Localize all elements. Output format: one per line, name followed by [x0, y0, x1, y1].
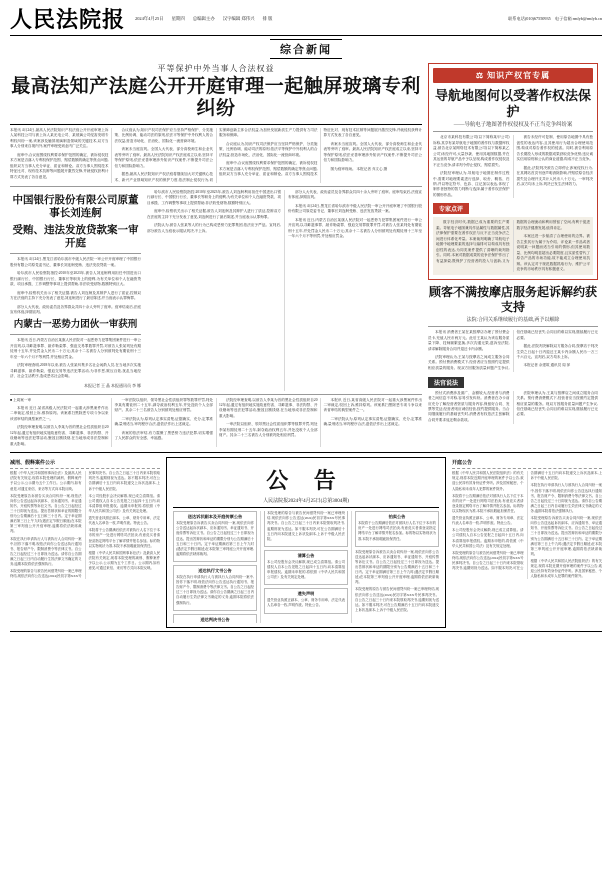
left-notice-body [10, 471, 160, 579]
announcement-extra-text: 本院受理原告诉被告买卖合同纠纷一案,现依法向你公告送达起诉状副本、应诉通知书、举证通知书、开庭传票等诉讼文书。自公告之日起经过三十日即视为送达。提出答辩状和举证的期限分别为公告期满后十五日和三十日内。定于举证期满后第三日上午九时(遇法定节假日顺延)在本院第三审判庭公开开庭审理,逾期将依法缺席裁判。 [355, 549, 439, 585]
judge-comment-body [428, 391, 598, 424]
left-bottom-paragraph: 法院经审理查明,以被告人李某为首的黑社会性质组织自2012年起,通过有组织地实施故意伤害、寻衅滋事、非法拘禁、开设赌场等违法犯罪活动,聚敛巨额钱财,在当地形成非法控制和重大影响。 [10, 425, 109, 446]
lead-paragraph: 据悉,最高人民法院知识产权法庭将继续加大对关键核心技术、新兴产业领域知识产权的保护力度,依法制止侵权行为,切实保障创新主体合法权益,为加快发展新质生产力提供有力司法服务和保障。 [114, 127, 318, 182]
lead-headline: 最高法知产法庭公开开庭审理一起触屏玻璃专利纠纷 [11, 76, 421, 120]
expert-comment-body [433, 217, 593, 275]
section-bar [10, 39, 602, 59]
ip-feature-body [433, 135, 593, 198]
ip-feature-headline: 导航地图何以受著作权法保护 [434, 88, 591, 119]
newspaper-title: 人民法院报 [10, 7, 126, 32]
masthead-email: 电子信箱 rmfyb@rmfyb.cn [554, 16, 602, 21]
consumer-story-paragraph: 据此,法院判决解除双方服务合同,按摩店于判决生效之日起十日内退还王某卡内余额人民币一万三千六百元。宣判后,双方均未上诉。 [516, 344, 598, 360]
announcement-block-text: 本院在执行申请执行人与被执行人合同纠纷一案中,因你下落不明,现依法向你公告送达执行通知书、报告财产令、限制消费令等法律文书。自公告之日起经过三十日即视为送达。请你自公告期满之日起三日内自动履行生效法律文书确定的义务,逾期本院将依法强制执行。 [176, 574, 254, 605]
masthead-layout: 排 版 [262, 16, 273, 21]
announcement-block-text: 本院受理的原告与被告民间借贷纠纷一案已审理终结,现依法向你公告送达(2024)民初字第XXX号民事判决书。自公告之日起三十日内来本院领取判决书,逾期则视为送达。如不服本判决,可在公告期满后十五日内向本院递交上诉状及副本,上诉于中级人民法院。 [267, 511, 345, 541]
left-notice-text: 本院受理的原告与被告民间借贷纠纷一案已审理终结,现依法向你公告送达(2024)民初字第XXX号民事判决书。自公告之日起三十日内来本院领取判决书,逾期则视为送达。如不服本判决,可在公告期满后十五日内向本院递交上诉状及副本,上诉于中级人民法院。 [10, 471, 160, 579]
announcement-box [166, 457, 446, 627]
announcement-section [10, 452, 602, 627]
right-notice-text: 根据《中华人民共和国人民法院组织法》的有关规定,现将本院近期开庭审理的案件予以公告,欢迎公民持有效身份证件旁听。涉及国家秘密、个人隐私和未成年人犯罪的案件除外。 [530, 558, 602, 579]
footer-rule [10, 631, 602, 632]
judge-comment-paragraph: 预付式消费涉及面广、金额较大,经营者与消费者之间信息不对称,容易引发纠纷。消费者在办卡前应充分了解经营者资质与服务内容,保留好合同、发票等凭证;经营者则应诚信经营,按约提供服务。当合同继续履行的基础丧失时,消费者有权依法主张解除合同并要求返还剩余款项。 [428, 390, 510, 422]
bank-story-headline-2: 受贿、违法发放贷款案一审开庭 [12, 225, 139, 250]
announcement-title: 公 告 [266, 468, 346, 494]
left-bottom-kicker: ■ 上周案一审 [10, 397, 32, 402]
left-bottom-paragraph: 一审法院以组织、领导黑社会性质组织罪等数罪并罚,判处李某有期徒刑二十五年,剥夺政治权利五年,并处没收个人全部财产。其余二十三名被告人分别被判处相应刑罚。 [219, 422, 318, 438]
announcement-block [264, 550, 348, 585]
consumer-story-paragraph: 法院审理认为,王某与按摩店之间成立服务合同关系。预付费消费模式下,经营者应当按照约定提供相应质量的服务。现双方因服务质量问题产生争议,信任基础已经丧失,合同目的难以实现,继续履行已无必要。 [428, 330, 598, 370]
announcement-number: 人民法院报2024年4月25日(总第3004期) [263, 499, 349, 505]
left-column [10, 63, 422, 447]
ip-feature-subhead: ——导航电子地图著作权侵权及不正当竞争纠纷案 [453, 122, 573, 129]
left-notice-head: 减刑、假释案件公示 [10, 461, 56, 467]
consumer-story-subhead: 法院:合同关系继续履行的基础,两予以解除 [466, 318, 560, 324]
left-notice-text: 遗失营业执照正副本、公章、财务专用章、法定代表人名章各一枚,声明作废。特此公告。 [88, 516, 160, 526]
lead-paragraph: 合议庭认为,知识产权司法保护应当坚持严格保护、分类施策、比例协调、能动司法的原则,依法平等保护中外权利人的合法权益,营造市场化、法治化、国际化一流营商环境。 [219, 141, 318, 157]
lead-paragraph: 合议庭认为,知识产权司法保护应当坚持严格保护、分类施策、比例协调、能动司法的原则,依法平等保护中外权利人的合法权益,营造市场化、法治化、国际化一流营商环境。 [114, 127, 213, 143]
lead-paragraph: 本报讯 4月24日,最高人民法院知识产权法庭公开开庭审理上诉人某科技公司与被上诉人某光电公司、某玻璃公司侵害发明专利权纠纷一案,该案涉及触屏玻璃制造领域的关键技术,双方当事人分别来自境内外,案件审理受到业内广泛关注。 [10, 127, 109, 149]
secondary-paragraph: 庭审中,检察机关出示了相关证据,被告人刘连舸及其辩护人进行了质证,控辩双方在法庭的主持下充分发表了意见,刘连舸进行了最后陈述,并当庭表示认罪悔罪。 [147, 209, 281, 219]
right-notice-head: 开庭公告 [452, 461, 473, 467]
consumer-story-byline: 本报记者 余建筑 通讯员 周 萍 [523, 363, 571, 368]
announcement-block-text: 本公司经股东会决议解散,现已成立清算组。请公司债权人自本公告见报之日起四十五日内,向本清算组申报债权。逾期未申报的,将依照《中华人民共和国公司法》及有关规定处理。 [267, 559, 345, 580]
ip-feature-box [428, 63, 598, 280]
announcement-block-head: 拍卖公告 [388, 514, 406, 520]
announcement-block-text: 本院受理原告诉被告买卖合同纠纷一案,现依法向你公告送达起诉状副本、应诉通知书、举证通知书、开庭传票等诉讼文书。自公告之日起经过三十日即视为送达。提出答辩状和举证的期限分别为公告期满后十五日和三十日内。定于举证期满后第三日上午九时(遇法定节假日顺延)在本院第三审判庭公开开庭审理,逾期将依法缺席裁判。 [176, 521, 254, 556]
announcement-body [173, 511, 439, 622]
section-label: 综合新闻 [270, 39, 342, 59]
masthead-meta [135, 6, 498, 23]
secondary-paragraph: 本报讯 4月24日,黑龙江省哈尔滨市中级人民法院一审公开开庭审理了中国银行股份有限公司原党委书记、董事长刘连舸受贿、违法发放贷款一案。 [288, 203, 422, 214]
left-bottom-paragraph: 二审法院认为,原判认定事实清楚,证据确实、充分,定罪准确,量刑适当,审判程序合法,遂依法作出上述裁定。 [323, 416, 422, 427]
left-notice-text: 本院受理原告诉被告买卖合同纠纷一案,现依法向你公告送达起诉状副本、应诉通知书、举证通知书、开庭传票等诉讼文书。自公告之日起经过三十日即视为送达。提出答辩状和举证的期限分别为公告期满后十五日和三十日内。定于举证期满后第三日上午九时(遇法定节假日顺延)在本院第三审判庭公开开庭审理,逾期将依法缺席裁判。 [10, 493, 82, 534]
left-bottom-paragraph: 本报讯 近日,某省高级人民法院对一起重大涉黑案件作出二审裁定,驳回上诉,维持原判。该案系扫黑除恶专项斗争以来该省审结的典型案件之一。 [10, 406, 109, 421]
left-notice-text: 本院在执行申请执行人与被执行人合同纠纷一案中,因你下落不明,现依法向你公告送达执行通知书、报告财产令、限制消费令等法律文书。自公告之日起经过三十日即视为送达。请你自公告期满之日起三日内自动履行生效法律文书确定的义务,逾期本院将依法强制执行。 [10, 536, 82, 567]
consumer-story-body [428, 330, 598, 371]
right-notice-text: 本院将于公告期满后依法对被执行人名下位于本市的房产一处进行网络司法拍卖,有意竞买者请登录指定网络平台了解详情并报名参加。标的物以实物现状为准,本院不承担瑕疵担保责任。 [452, 493, 524, 513]
right-notice-text: 本院受理的原告与被告民间借贷纠纷一案已审理终结,现依法向你公告送达(2024)民初字第XXX号民事判决书。自公告之日起三十日内来本院领取判决书,逾期则视为送达。如不服本判决,可在公告期满后十五日内向本院递交上诉状及副本,上诉于中级人民法院。 [452, 471, 602, 571]
consumer-story-headline: 顾客不满按摩店服务起诉解约获支持 [428, 285, 597, 314]
lead-paragraph: 该案未当庭宣判。全国人大代表、部分高校师生和企业代表等旁听了庭审。最高人民法院知识产权法庭成立以来,坚持平等保护原则,依法妥善审理涉外知识产权案件,不断提升司法公信力和国际影响力。 [323, 141, 422, 163]
expert-comment-paragraph: 本案还进一步厘清了合理使用的边界。被告主张其行为属于为介绍、评论某一作品或者说明某一问题而适当引用的情形,但其使用数量、比例均明显超出必要限度,且实质性替代了原告产品的市场功能,故不能成立合理使用抗辩。该认定对于规范数据抓取行为、维护公平竞争的市场秩序具有积极意义。 [516, 234, 590, 271]
mongolia-story-paragraph: 本报讯 近日,内蒙古自治区某旗人民法院对一起恶势力犯罪集团案件进行一审公开宣判,以寻衅滋事罪、敲诈勒索罪、强迫交易罪数罪并罚,对被告人张某判处有期徒刑十五年,并处罚金人民币二十万元;其余十二名被告人分别被判处有期徒刑十三年至一年六个月不等刑罚,并处相应罚金。 [10, 338, 141, 359]
right-column [428, 63, 598, 447]
bank-story-paragraph: 本报讯 4月24日,黑龙江省哈尔滨市中级人民法院一审公开开庭审理了中国银行股份有限公司原党委书记、董事长刘连舸受贿、违法发放贷款一案。 [10, 257, 141, 267]
masthead [10, 6, 602, 36]
announcement-block-head: 送达执行文书公告 [198, 567, 232, 573]
masthead-date: 2024年4月25日 [135, 16, 164, 21]
consumer-story-paragraph: 本报讯 消费者王某在某按摩店办理了预付费会员卡,充值人民币两万元。此后王某认为该店服务质量下降、技师频繁更换,多次沟通无果,遂诉至法院,请求解除服务合同并退还卡内余额。 [428, 330, 510, 351]
ip-feature-banner-label: 知识产权官专属 [487, 71, 551, 81]
announcement-block [173, 511, 257, 562]
masthead-contact [508, 6, 602, 22]
announcement-block-head: 送达诉状副本及开庭传票公告 [187, 514, 243, 520]
right-notice-text: 本公司经股东会决议解散,现已成立清算组。请公司债权人自本公告见报之日起四十五日内,向本清算组申报债权。逾期未申报的,将依照《中华人民共和国公司法》及有关规定处理。 [452, 528, 524, 548]
left-notice-text: 根据《中华人民共和国刑事诉讼法》及最高人民法院有关规定,现将本院受理的减刑、假释案件予以公示,公示期为五个工作日。公示期内,如有意见,可通过来信、来访等方式向本院反映。 [10, 471, 82, 491]
left-bottom-paragraph: 该案的依法审结,有力震慑了黑恶势力违法犯罪,切实增强了人民群众的安全感、幸福感。 [114, 430, 213, 441]
announcement-block [173, 565, 257, 611]
mongolia-story-headline: 内蒙古一恶势力团伙一审获刑 [13, 319, 138, 330]
announcement-block [355, 511, 439, 546]
ip-feature-paragraph: 被告未经许可复制、使用原告地图中具有独创性的表达内容,且其使用行为超出合理使用范围,构成对原告著作权的侵害。同时,被告利用原告长期投入形成的数据成果获取竞争优势,违反诚实信用原则和公认的商业道德,构成不正当竞争。 [516, 135, 593, 162]
announcement-left [10, 457, 160, 627]
judge-comment-tag: 法官说法 [428, 377, 464, 388]
ip-feature-banner [433, 68, 593, 83]
announcement-block-head: 送达判决书公告 [200, 616, 230, 622]
judge-comment-paragraph: 法院审理认为,王某与按摩店之间成立服务合同关系。预付费消费模式下,经营者应当按照约定提供相应质量的服务。现双方因服务质量问题产生争议,信任基础已经丧失,合同目的难以实现,继续履行已无必要。 [516, 390, 598, 417]
bank-story-paragraph: 庭审中,检察机关出示了相关证据,被告人刘连舸及其辩护人进行了质证,控辩双方在法庭的主持下充分发表了意见,刘连舸进行了最后陈述,并当庭表示认罪悔罪。 [10, 290, 141, 301]
lead-paragraph: 该案未当庭宣判。全国人大代表、部分高校师生和企业代表等旁听了庭审。最高人民法院知识产权法庭成立以来,坚持平等保护原则,依法妥善审理涉外知识产权案件,不断提升司法公信力和国际影响力。 [114, 147, 213, 168]
secondary-paragraph: 部分人大代表、政协委员及各界群众共四十余人旁听了庭审。庭审结束后,法庭宣布休庭,择期宣判。 [288, 189, 422, 200]
right-notice-text: 本院受理原告诉被告买卖合同纠纷一案,现依法向你公告送达起诉状副本、应诉通知书、举证通知书、开庭传票等诉讼文书。自公告之日起经过三十日即视为送达。提出答辩状和举证的期限分别为公告期满后十五日和三十日内。定于举证期满后第三日上午九时(遇法定节假日顺延)在本院第三审判庭公开开庭审理,逾期将依法缺席裁判。 [530, 516, 602, 556]
expert-comment-paragraph: 数字经济时代,数据已成为重要的生产要素。导航电子地图兼具作品属性与数据属性,其法律保护需要在著作权法与反不正当竞争法之间进行体系化考量。本案裁判明确了导航电子地图中地理要素的选择与编排可以构成具有独创性的表达,为同类案件提供了清晰的裁判指引。同时,本案对数据成果的竞争法保护作出了有益探索,既保护了经营者的投入与创新,又为数据的合理流动和利用预留了空间,有利于促进数字经济健康发展,值得肯定。 [436, 220, 590, 263]
consumer-story [428, 285, 598, 423]
bank-story [10, 190, 141, 391]
announcement-block-head: 清算公告 [297, 552, 315, 558]
announcement-right [452, 457, 602, 627]
announcement-block-text: 遗失营业执照正副本、公章、财务专用章、法定代表人名章各一枚,声明作废。特此公告。 [267, 598, 345, 608]
secondary-paragraph: 本报讯 近日,内蒙古自治区某旗人民法院对一起恶势力犯罪集团案件进行一审公开宣判,以寻衅滋事罪、敲诈勒索罪、强迫交易罪数罪并罚,对被告人张某判处有期徒刑十五年,并处罚金人民币二十万元;其余十二名被告人分别被判处有期徒刑十三年至一年六个月不等刑罚,并处相应罚金。 [288, 217, 422, 239]
masthead-phone: 联系电话(010)67550935 [508, 16, 551, 21]
left-bottom-paragraph: 二审法院认为,原判认定事实清楚,证据确实、充分,定罪准确,量刑适当,审判程序合法,遂依法作出上述裁定。 [114, 416, 213, 427]
left-notice-text: 本公司经股东会决议解散,现已成立清算组。请公司债权人自本公告见报之日起四十五日内,向本清算组申报债权。逾期未申报的,将依照《中华人民共和国公司法》及有关规定处理。 [88, 493, 160, 513]
left-bottom-paragraph: 本报讯 近日,某省高级人民法院对一起重大涉黑案件作出二审裁定,驳回上诉,维持原判。该案系扫黑除恶专项斗争以来该省审结的典型案件之一。 [323, 397, 422, 413]
right-notice-text: 遗失营业执照正副本、公章、财务专用章、法定代表人名章各一枚,声明作废。特此公告。 [452, 516, 524, 526]
right-notice-text: 根据《中华人民共和国人民法院组织法》的有关规定,现将本院近期开庭审理的案件予以公告,欢迎公民持有效身份证件旁听。涉及国家秘密、个人隐私和未成年人犯罪的案件除外。 [452, 471, 524, 491]
lead-paragraph: 庭审中,合议庭围绕权利要求保护范围的确定、被诉侵权技术方案是否落入专利权保护范围、赔偿数额的确定等焦点问题,组织双方当事人充分举证、质证和辩论。双方当事人围绕技术特征比对、现有技术抗辩等问题展开激烈交锋,并就侵权获利计算方式发表了各自意见。 [10, 152, 109, 179]
left-bottom-paragraph: 一审法院以组织、领导黑社会性质组织罪等数罪并罚,判处李某有期徒刑二十五年,剥夺政治权利五年,并处没收个人全部财产。其余二十三名被告人分别被判处相应刑罚。 [114, 397, 213, 413]
left-bottom-paragraph: 法院经审理查明,以被告人李某为首的黑社会性质组织自2012年起,通过有组织地实施故意伤害、寻衅滋事、非法拘禁、开设赌场等违法犯罪活动,聚敛巨额钱财,在当地形成非法控制和重大影响。 [219, 397, 318, 418]
bank-story-paragraph: 部分人大代表、政协委员及各界群众共四十余人旁听了庭审。庭审结束后,法庭宣布休庭,择期宣判。 [10, 304, 141, 315]
bank-story-headline: 中国银行股份有限公司原董事长刘连舸 [12, 194, 139, 220]
left-notice-text: 本院将于公告期满后依法对被执行人名下位于本市的房产一处进行网络司法拍卖,有意竞买者请登录指定网络平台了解详情并报名参加。标的物以实物现状为准,本院不承担瑕疵担保责任。 [88, 528, 160, 548]
secondary-stories [10, 190, 422, 391]
mongolia-story-paragraph: 法院审理查明,2018年以来,被告人张某纠集多名社会闲散人员,在当地多次实施寻衅滋事、敲诈勒索、强迫交易等违法犯罪活动,为非作恶,欺压百姓,扰乱当地经济、社会生活秩序,造成恶劣社会影响。 [10, 363, 141, 379]
announcement-block [264, 588, 348, 613]
secondary-paragraph: 法院认为,被告人张某等人的行为已构成恶势力犯罪集团,依法应予严惩。宣判后,部分被告人当庭表示服从判决,不上诉。 [147, 223, 281, 233]
masthead-editor-chief: 总编辑主办 [192, 16, 215, 21]
ip-feature-paragraph: 据此,法院判决被告立即停止涉案侵权行为,在其网站首页刊登声明消除影响,并赔偿原告经济损失及合理开支共计人民币八十万元。一审判决后,双方均未上诉,判决已发生法律效力。 [516, 165, 593, 186]
lead-paragraph: 庭审中,合议庭围绕权利要求保护范围的确定、被诉侵权技术方案是否落入专利权保护范围、赔偿数额的确定等焦点问题,组织双方当事人充分举证、质证和辩论。双方当事人围绕技术特征比对、现有技术抗辩等问题展开激烈交锋,并就侵权获利计算方式发表了各自意见。 [219, 127, 422, 177]
lead-kicker: 平等保护中外当事人合法权益 [157, 64, 275, 74]
masthead-weekday: 星期四 [171, 16, 185, 21]
ip-feature-paragraph: 北京市某科技有限公司(以下简称某甲公司)诉称,其享有某导航电子地图的著作权与数据库权益,被告北京某网络技术有限公司(以下简称某乙公司)未经许可,大量抄袭、使用其地图数据,并在其运营的导航产品中予以呈现,构成著作权侵权及不正当竞争,请求判令停止侵权、赔偿损失。 [433, 135, 510, 167]
mongolia-story-byline: 本报记者 王 晶 本报通讯员 李 娜 [84, 382, 141, 388]
ip-feature-paragraph: 法院经审理认为,导航电子地图在制作过程中,需要对地理要素进行选择、取舍、概括、归纳,并以特定符号、色彩、注记加以表达,体现了制作者独特的智力判断与选择,属于著作权法保护的图形作品。 [433, 171, 510, 197]
secondary-body [147, 190, 422, 391]
lead-body [10, 128, 422, 183]
right-notice-body [452, 471, 602, 579]
masthead-editor: 汉字编辑 郑伟兴 [222, 16, 255, 21]
main-grid [10, 63, 602, 447]
announcement-block-text: 本院将于公告期满后依法对被执行人名下位于本市的房产一处进行网络司法拍卖,有意竞买者请登录指定网络平台了解详情并报名参加。标的物以实物现状为准,本院不承担瑕疵担保责任。 [358, 521, 436, 541]
announcement-extra-text: 本院受理的原告与被告民间借贷纠纷一案已审理终结,现依法向你公告送达(2024)民初字第XXX号民事判决书。自公告之日起三十日内来本院领取判决书,逾期则视为送达。如不服本判决,可在公告期满后十五日内向本院递交上诉状及副本,上诉于中级人民法院。 [355, 587, 439, 612]
left-notice-text: 根据《中华人民共和国刑事诉讼法》及最高人民法院有关规定,现将本院受理的减刑、假释案件予以公示,公示期为五个工作日。公示期内,如有意见,可通过来信、来访等方式向本院反映。 [88, 550, 160, 571]
scales-icon: ⚖ [475, 71, 485, 81]
secondary-paragraph: 哈尔滨市人民检察院指控:2010年至2023年,被告人刘连舸利用担任中国进出口银行副行长、中国银行行长、董事长等职务上的便利,为有关单位和个人在融资贷款、项目承揽、工作调整等事项上提供帮助,非法收受财物,数额特别巨大。 [147, 189, 281, 205]
bank-story-paragraph: 哈尔滨市人民检察院指控:2010年至2023年,被告人刘连舸利用担任中国进出口银行副行长、中国银行行长、董事长等职务上的便利,为有关单位和个人在融资贷款、项目承揽、工作调整等事项上提供帮助,非法收受财物,数额特别巨大。 [10, 271, 141, 287]
left-bottom-story [10, 398, 422, 448]
announcement-block-head: 遗失声明 [297, 591, 315, 597]
expert-comment-tag: 专家点评 [433, 203, 469, 214]
right-notice-text: 本院在执行申请执行人与被执行人合同纠纷一案中,因你下落不明,现依法向你公告送达执行通知书、报告财产令、限制消费令等法律文书。自公告之日起经过三十日即视为送达。请你自公告期满之日起三日内自动履行生效法律文书确定的义务,逾期本院将依法强制执行。 [530, 483, 602, 513]
lead-photo-caption: 图为庭审现场。 本报记者 乔文心 摄 [330, 166, 388, 171]
